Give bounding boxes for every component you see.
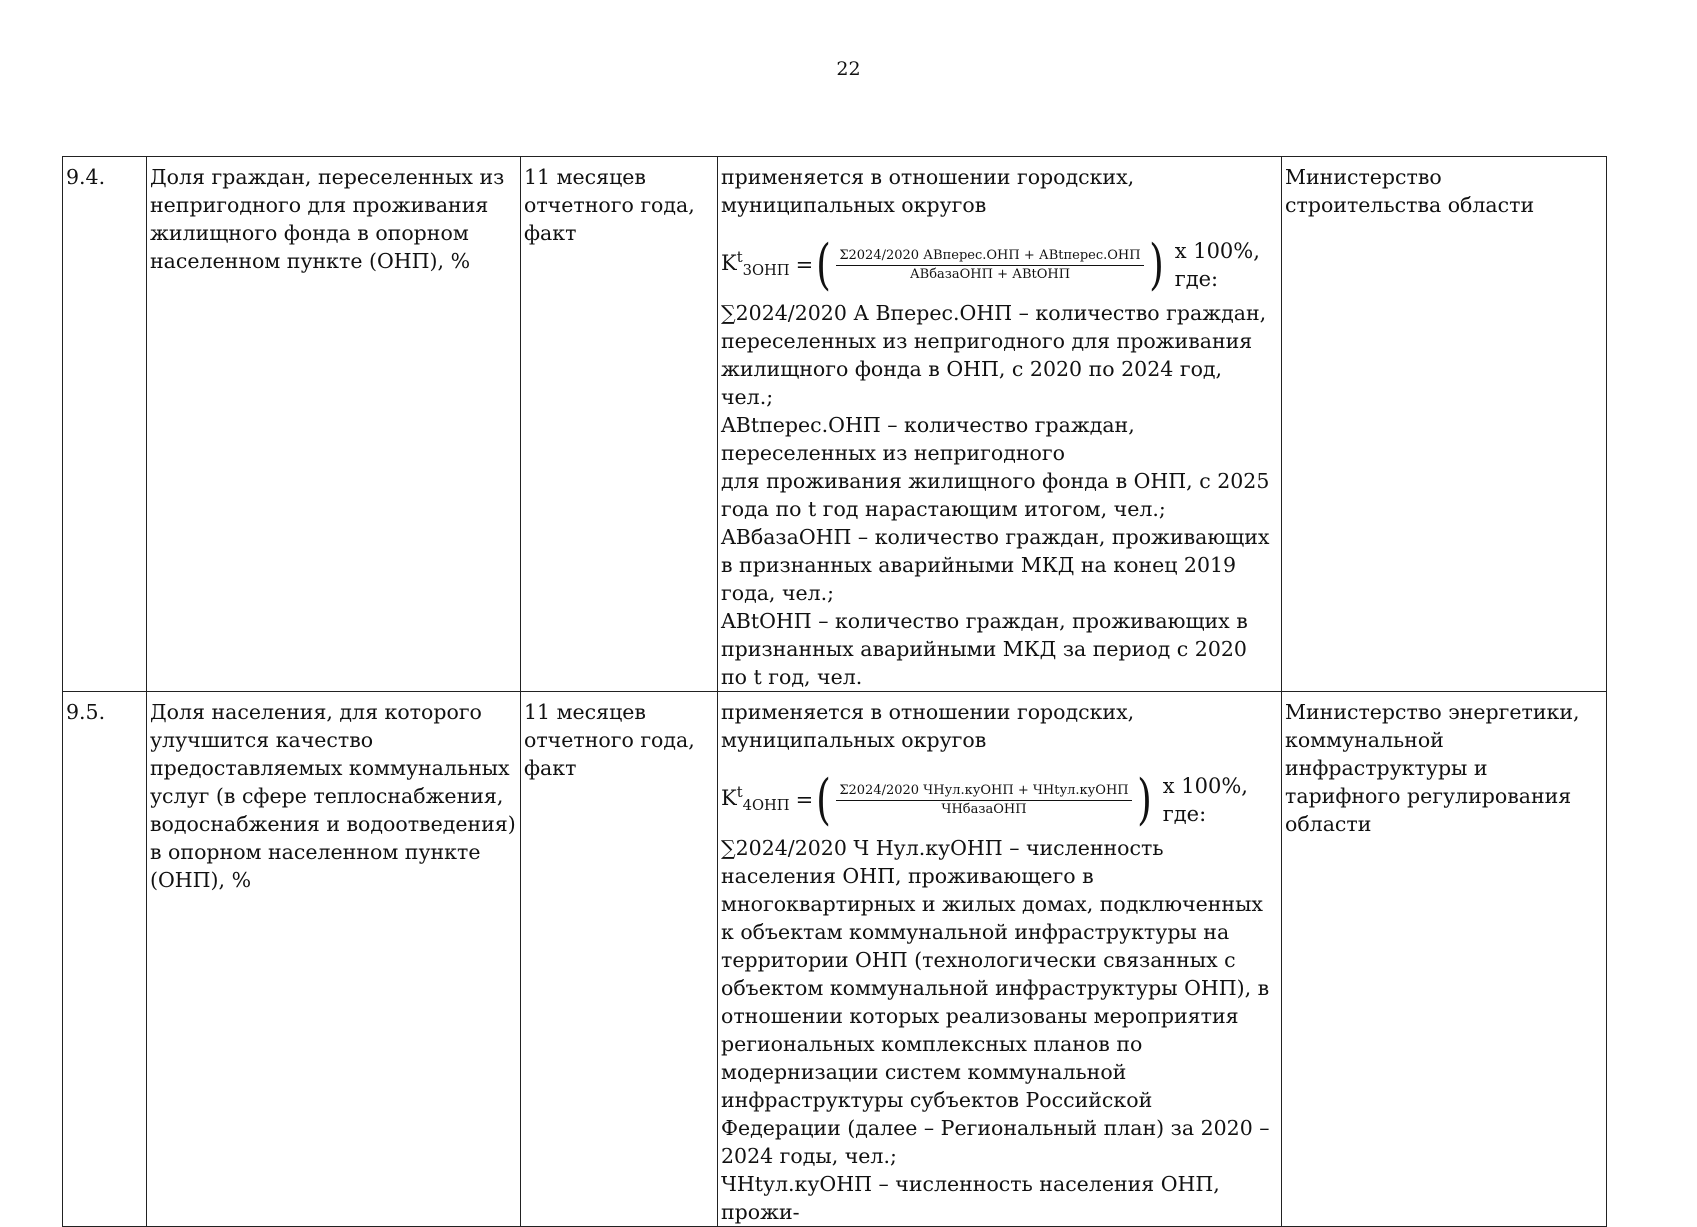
row-number: 9.5. xyxy=(63,692,147,1227)
formula xyxy=(721,233,1277,296)
definition: ABtОНП – количество граждан, проживающих в признанных аварийными МКД за период с 2020 по t год, чел. xyxy=(721,609,1248,689)
responsible-body: Министерство энергетики, коммунальной инфраструктуры и тарифного регулирования области xyxy=(1282,692,1607,1227)
method-intro: применяется в отношении городских, муниципальных округов xyxy=(721,165,1135,217)
method-intro: применяется в отношении городских, муниципальных округов xyxy=(721,700,1135,752)
indicator-name: Доля населения, для которого улучшится качество предоставляемых коммунальных услуг (в сфере теплоснабжения, водоснабжения и водоотведения) в опорном населенном пункте (ОНП), % xyxy=(147,692,521,1227)
formula-lhs: $K^t_{4ОНП}$ xyxy=(721,784,790,815)
responsible-body: Министерство строительства области xyxy=(1282,157,1607,692)
calculation-method xyxy=(718,692,1282,1227)
page-number: 22 xyxy=(836,58,861,80)
definition: ЧНtул.куОНП – численность населения ОНП, прожи- xyxy=(721,1172,1220,1224)
formula-numerator: Σ2024/2020 АВперес.ОНП + АВtперес.ОНП xyxy=(836,248,1143,266)
reporting-period: 11 месяцев отчетного года, факт xyxy=(521,157,718,692)
indicator-name: Доля граждан, переселенных из непригодного для проживания жилищного фонда в опорном населенном пункте (ОНП), % xyxy=(147,157,521,692)
formula xyxy=(721,768,1277,831)
calculation-method xyxy=(718,157,1282,692)
formula-lhs: $K^t_{3ОНП}$ xyxy=(721,249,790,280)
formula-rhs: х 100%, где: xyxy=(1174,239,1260,291)
definition: ∑2024/2020 Ч Нул.куОНП – численность населения ОНП, проживающего в многоквартирных и жилых домах, подключенных к объектам коммунальной инфраструктуры на территории ОНП (технологически связанных с объектом коммунальной инфраструктуры ОНП), в отношении которых реализованы мероприятия региональных комплексных планов по модернизации систем коммунальной инфраструктуры субъектов Российской Федерации (далее – Региональный план) за 2020 – 2024 годы, чел.; xyxy=(721,836,1270,1168)
table-row xyxy=(63,692,1607,1227)
definition: ABбазаОНП – количество граждан, проживающих в признанных аварийными МКД на конец 2019 года, чел.; xyxy=(721,525,1270,605)
right-paren-glyph: ) xyxy=(1148,233,1164,296)
right-paren-glyph: ) xyxy=(1136,768,1152,831)
formula-fraction xyxy=(836,248,1143,283)
definition: ∑2024/2020 А Вперес.ОНП – количество граждан, переселенных из непригодного для проживания жилищного фонда в ОНП, с 2020 по 2024 год, чел.; xyxy=(721,301,1267,409)
definition: для проживания жилищного фонда в ОНП, с 2025 года по t год нарастающим итогом, чел.; xyxy=(721,469,1270,521)
left-paren-glyph: ( xyxy=(816,233,832,296)
row-number: 9.4. xyxy=(63,157,147,692)
formula-fraction xyxy=(836,783,1131,818)
formula-numerator: Σ2024/2020 ЧНул.куОНП + ЧНtул.куОНП xyxy=(836,783,1131,801)
formula-equals: = xyxy=(795,253,814,277)
formula-denominator: АВбазаОНП + АВtОНП xyxy=(909,266,1071,282)
reporting-period: 11 месяцев отчетного года, факт xyxy=(521,692,718,1227)
formula-equals: = xyxy=(795,788,814,812)
left-paren-glyph: ( xyxy=(816,768,832,831)
table-row xyxy=(63,157,1607,692)
definition: ABtперес.ОНП – количество граждан, переселенных из непригодного xyxy=(721,413,1135,465)
formula-denominator: ЧНбазаОНП xyxy=(941,801,1027,817)
indicators-table xyxy=(62,156,1607,1227)
formula-rhs: х 100%, где: xyxy=(1162,774,1248,826)
